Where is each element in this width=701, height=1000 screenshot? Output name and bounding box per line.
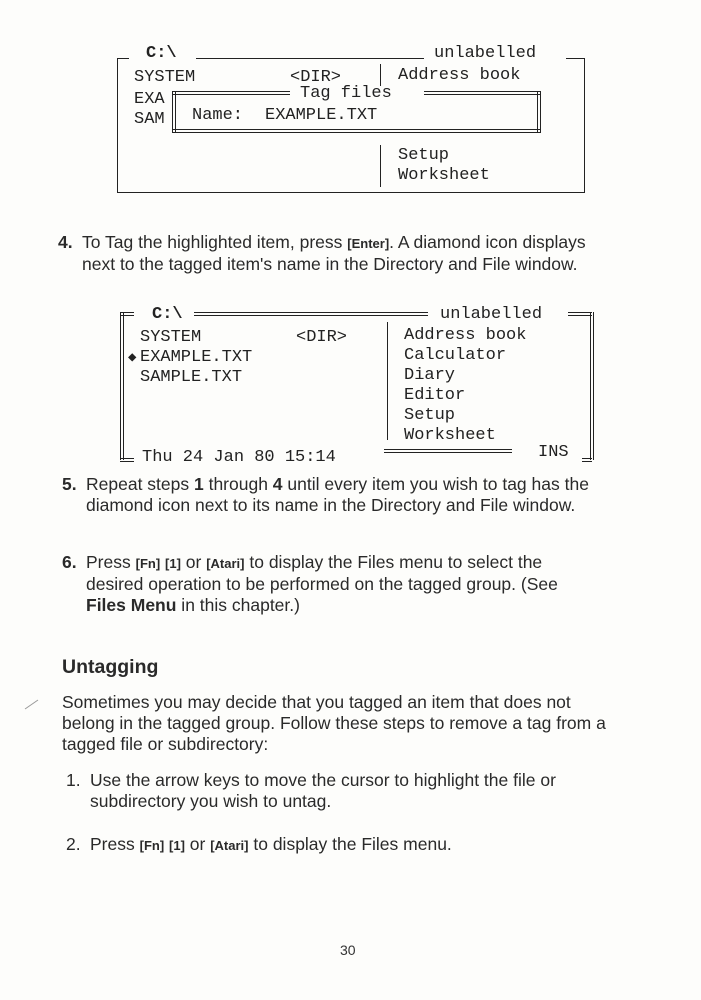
- step-text: Use the arrow keys to move the cursor to highlight the file or subdirectory you wish to untag.: [90, 770, 556, 811]
- program-item[interactable]: Setup: [398, 146, 450, 165]
- step-5: [62, 474, 606, 516]
- step-text: . A diamond icon displays next to the tagged item's name in the Directory and File window.: [82, 232, 586, 274]
- diamond-tag-icon: ◆: [128, 350, 137, 366]
- section-heading: Untagging: [62, 656, 159, 678]
- pen-mark: [24, 698, 40, 710]
- program-item[interactable]: Worksheet: [398, 166, 490, 185]
- step-ref: 4: [272, 474, 283, 494]
- step-text: or: [184, 834, 211, 854]
- name-input[interactable]: EXAMPLE.TXT: [265, 106, 378, 125]
- untag-step-2: [66, 834, 610, 856]
- drive-path: C:\: [152, 305, 183, 324]
- program-item[interactable]: Editor: [404, 386, 466, 405]
- step-4: [58, 232, 622, 275]
- one-key: [1]: [169, 838, 185, 853]
- step-6: [62, 552, 596, 616]
- dir-item-name[interactable]: EXAMPLE.TXT: [140, 348, 253, 367]
- step-text: through: [203, 474, 273, 494]
- step-text: until every item you wish to tag has the diamond icon next to its name in the Directory and File window.: [86, 474, 589, 515]
- dir-item-name[interactable]: SYSTEM: [134, 68, 196, 87]
- page-number: 30: [340, 942, 356, 958]
- volume-label: unlabelled: [434, 44, 537, 63]
- dir-item-name[interactable]: SYSTEM: [140, 328, 202, 347]
- status-insert-mode: INS: [538, 443, 569, 462]
- dir-item-type: <DIR>: [296, 328, 348, 347]
- step-text: Repeat steps: [86, 474, 194, 494]
- untag-intro: Sometimes you may decide that you tagged an item that does not belong in the tagged group. Follow these steps to remove a tag from a tagged file or subdirectory:: [62, 692, 606, 754]
- step-number: 5.: [62, 474, 77, 494]
- dir-item-name[interactable]: SAM: [134, 110, 165, 129]
- files-menu-link[interactable]: Files Menu: [86, 595, 177, 615]
- program-item[interactable]: Address book: [398, 66, 521, 85]
- dir-item-name[interactable]: SAMPLE.TXT: [140, 368, 243, 387]
- program-item[interactable]: Setup: [404, 406, 456, 425]
- step-text: Press: [90, 834, 140, 854]
- status-datetime: Thu 24 Jan 80 15:14: [142, 448, 336, 467]
- fn-key: [Fn]: [139, 838, 165, 853]
- program-item[interactable]: Worksheet: [404, 426, 496, 445]
- step-number: 1.: [66, 770, 81, 790]
- step-text: to display the Files menu.: [248, 834, 452, 854]
- drive-path: C:\: [146, 44, 177, 63]
- step-number: 4.: [58, 232, 73, 252]
- atari-key: [Atari]: [210, 838, 249, 853]
- step-text: Press: [86, 552, 136, 572]
- enter-key: [Enter]: [347, 236, 390, 251]
- step-text: To Tag the highlighted item, press: [82, 232, 348, 252]
- one-key: [1]: [165, 556, 181, 571]
- name-label: Name:: [192, 106, 244, 125]
- program-item[interactable]: Address book: [404, 326, 527, 345]
- untag-step-1: [66, 770, 610, 812]
- step-text: in this chapter.): [176, 595, 300, 615]
- volume-label: unlabelled: [440, 305, 543, 324]
- program-item[interactable]: Diary: [404, 366, 456, 385]
- atari-key: [Atari]: [206, 556, 245, 571]
- program-item[interactable]: Calculator: [404, 346, 507, 365]
- step-number: 2.: [66, 834, 81, 854]
- dir-item-name[interactable]: EXA: [134, 90, 165, 109]
- fn-key: [Fn]: [135, 556, 161, 571]
- step-number: 6.: [62, 552, 77, 572]
- dir-item-type: <DIR>: [290, 68, 342, 87]
- dialog-title: Tag files: [300, 84, 392, 103]
- step-text: to display the Files menu to select the desired operation to be performed on the tagged group. (See: [86, 552, 558, 594]
- step-ref: 1: [193, 474, 204, 494]
- step-text: or: [180, 552, 207, 572]
